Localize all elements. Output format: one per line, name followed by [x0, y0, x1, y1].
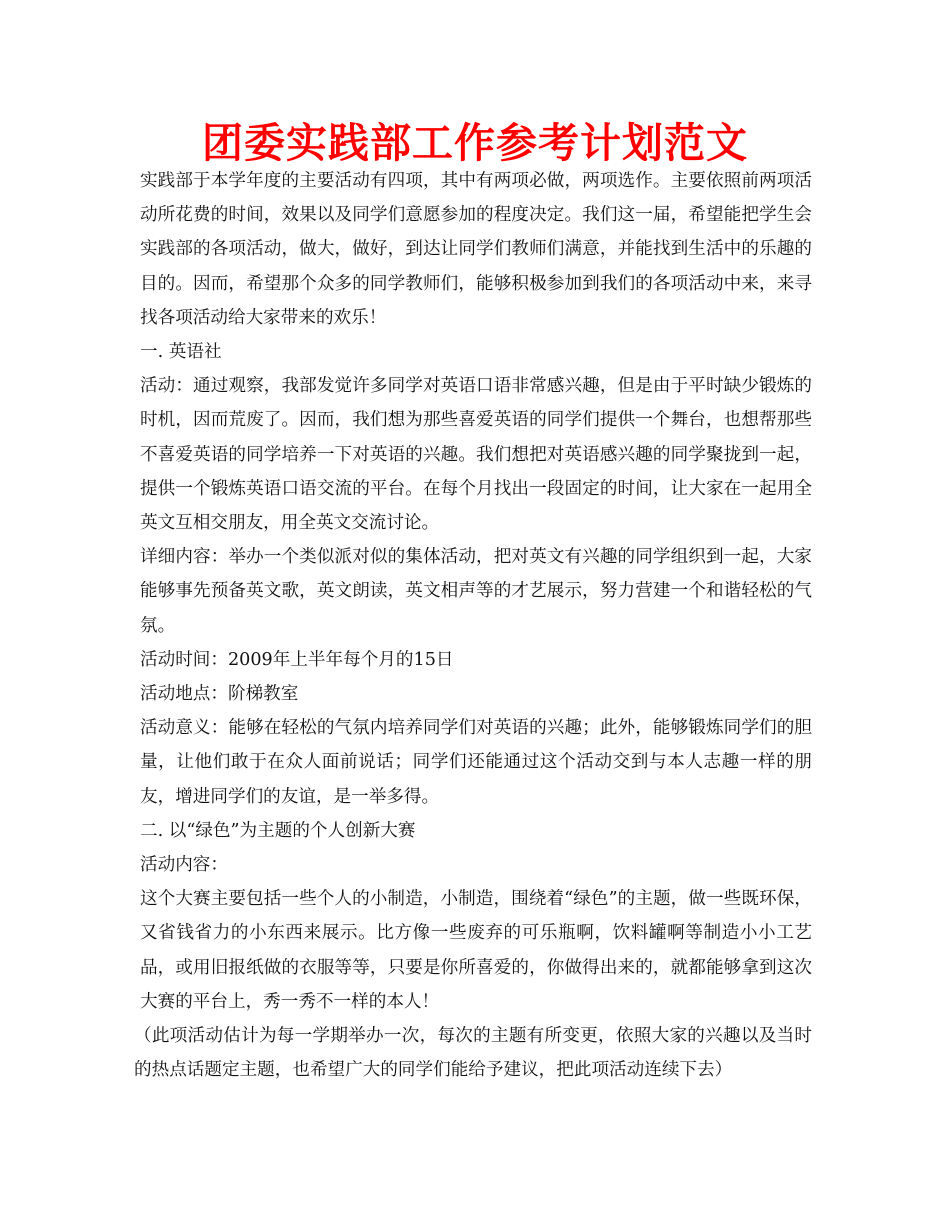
document-body: [134, 164, 812, 1087]
activity-content-label: 活动内容：: [140, 855, 228, 876]
activity-time: 活动时间：2009年上半年每个月的15日: [140, 649, 454, 670]
contest-note: （此项活动估计为每一学期举办一次，每次的主题有所变更，依照大家的兴趣以及当时的热点话题定主题，也希望广大的同学们能给予建议，把此项活动连续下去）: [134, 1026, 812, 1081]
details-paragraph: 详细内容：举办一个类似派对似的集体活动，把对英文有兴趣的同学组织到一起，大家能够事先预备英文歌，英文朗读，英文相声等的才艺展示，努力营建一个和谐轻松的气氛。: [140, 547, 812, 636]
intro-paragraph: 实践部于本学年度的主要活动有四项，其中有两项必做，两项选作。主要依照前两项活动所花费的时间，效果以及同学们意愿参加的程度决定。我们这一届，希望能把学生会实践部的各项活动，做大，做好，到达让同学们教师们满意，并能找到生活中的乐趣的目的。因而，希望那个众多的同学教师们，能够积极参加到我们的各项活动中来，来寻找各项活动给大家带来的欢乐！: [140, 171, 812, 328]
activity-significance: 活动意义：能够在轻松的气氛内培养同学们对英语的兴趣；此外，能够锻炼同学们的胆量，让他们敢于在众人面前说话；同学们还能通过这个活动交到与本人志趣一样的朋友，增进同学们的友谊，是一举多得。: [140, 718, 812, 807]
contest-description: 这个大赛主要包括一些个人的小制造，小制造，围绕着“绿色”的主题，做一些既环保，又省钱省力的小东西来展示。比方像一些废弃的可乐瓶啊，饮料罐啊等制造小小工艺品，或用旧报纸做的衣服等等，只要是你所喜爱的，你做得出来的，就都能够拿到这次大赛的平台上，秀一秀不一样的本人！: [140, 889, 812, 1012]
activity-paragraph: 活动：通过观察，我部发觉许多同学对英语口语非常感兴趣，但是由于平时缺少锻炼的时机，因而荒废了。因而，我们想为那些喜爱英语的同学们提供一个舞台，也想帮那些不喜爱英语的同学培养一下对英语的兴趣。我们想把对英语感兴趣的同学聚拢到一起，提供一个锻炼英语口语交流的平台。在每个月找出一段固定的时间，让大家在一起用全英文互相交朋友，用全英文交流讨论。: [140, 376, 812, 534]
document-title: 团委实践部工作参考计划范文: [202, 119, 748, 167]
activity-location: 活动地点：阶梯教室: [140, 684, 299, 705]
section-heading-english-club: 一. 英语社: [140, 342, 222, 363]
section-heading-green-contest: 二. 以“绿色”为主题的个人创新大赛: [140, 820, 416, 841]
